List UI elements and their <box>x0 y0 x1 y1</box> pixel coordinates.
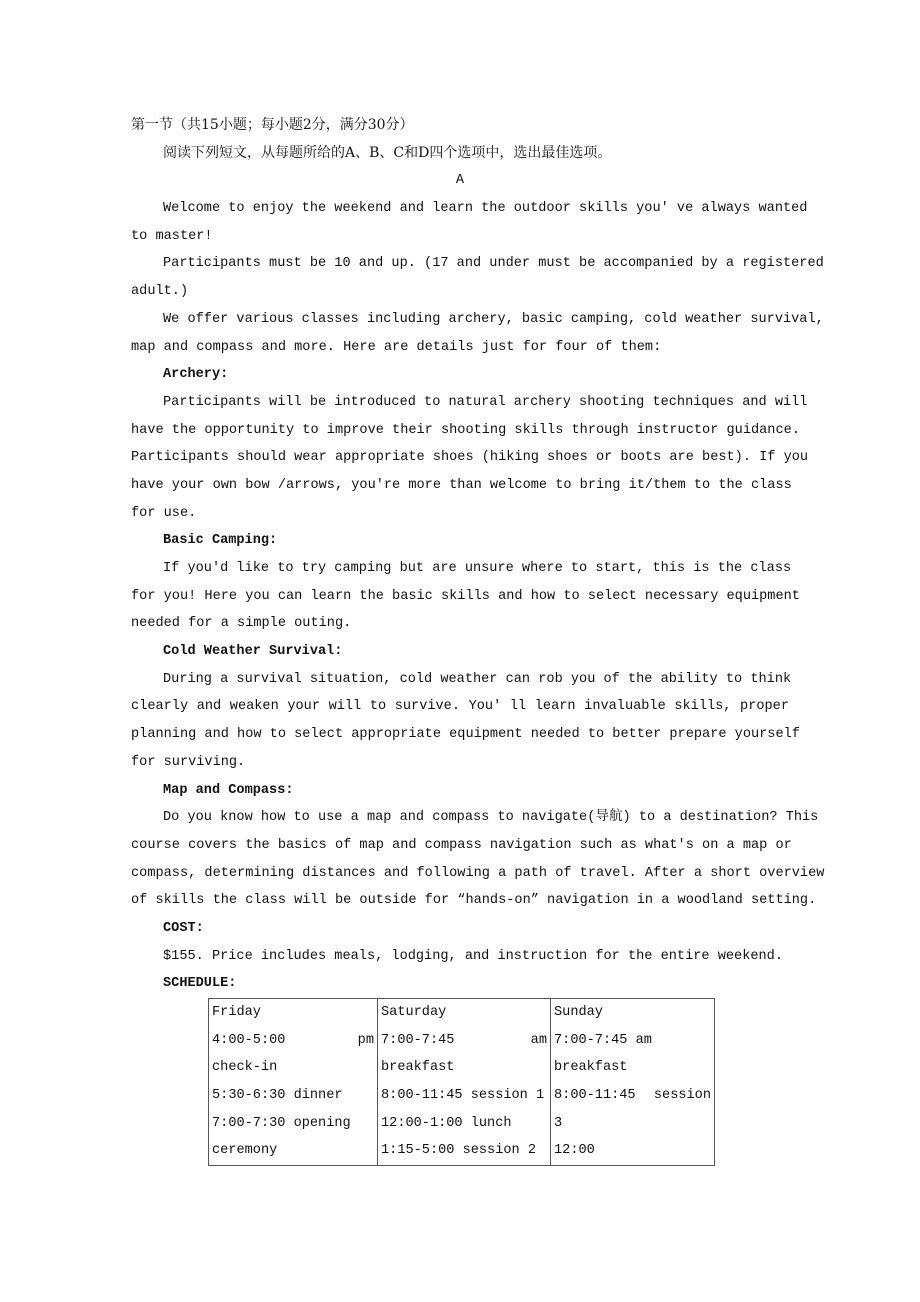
schedule-entry: 8:00-11:45 session <box>554 1088 711 1104</box>
paragraph-line: During a survival situation, cold weather can rob you of the ability to think <box>163 671 792 687</box>
schedule-entry: 7:00-7:30 opening <box>212 1115 351 1131</box>
paragraph-line: If you'd like to try camping but are unsure where to start, this is the class <box>163 561 792 576</box>
day-label: Saturday <box>381 1005 447 1020</box>
schedule-entry: ceremony <box>212 1143 278 1159</box>
paragraph-line: Do you know how to use a map and compass to navigate(导航) to a destination? This <box>163 810 819 826</box>
schedule-entry: 12:00 <box>554 1143 595 1159</box>
schedule-cell-sunday <box>551 999 715 1166</box>
paragraph-line: $155. Price includes meals, lodging, and instruction for the entire weekend. <box>163 948 783 964</box>
paragraph-line: clearly and weaken your will to survive. You' ll learn invaluable skills, proper <box>131 699 789 715</box>
paragraph-line: have the opportunity to improve their shooting skills through instructor guidance. <box>131 422 800 438</box>
schedule-entry: 4:00-5:00 pm <box>212 1032 374 1048</box>
instruction: 阅读下列短文，从每题所给的A、B、C和D四个选项中，选出最佳选项。 <box>163 144 612 161</box>
paragraph-line: course covers the basics of map and compass navigation such as what's on a map or <box>131 837 792 853</box>
paragraph-line: compass, determining distances and following a path of travel. After a short overview <box>131 865 825 881</box>
section-heading: Map and Compass: <box>163 782 294 798</box>
paragraph-line: needed for a simple outing. <box>131 616 352 632</box>
section-title: 第一节（共15小题；每小题2分，满分30分） <box>131 117 414 133</box>
paragraph-line: to master! <box>131 228 213 244</box>
paragraph-line: We offer various classes including archery, basic camping, cold weather survival, <box>163 311 824 327</box>
paragraph-line: adult.) <box>131 284 189 300</box>
schedule-table <box>208 998 715 1166</box>
schedule-entry: 7:00-7:45 am <box>554 1032 652 1048</box>
paragraph-line: Participants must be 10 and up. (17 and under must be accompanied by a registered <box>163 256 824 272</box>
passage-body <box>131 195 825 998</box>
day-label: Sunday <box>554 1005 603 1020</box>
paragraph-line: Participants should wear appropriate shoes (hiking shoes or boots are best). If you <box>131 450 809 466</box>
schedule-entry: breakfast <box>381 1060 455 1076</box>
schedule-row <box>209 999 715 1166</box>
section-heading: Basic Camping: <box>163 533 278 549</box>
section-heading: Archery: <box>163 367 229 383</box>
schedule-entry: 1:15-5:00 session 2 <box>381 1143 536 1159</box>
paragraph-line: map and compass and more. Here are details just for four of them: <box>131 339 662 355</box>
schedule-entry: 12:00-1:00 lunch <box>381 1115 512 1131</box>
paragraph-line: for use. <box>131 505 197 521</box>
paragraph-line: have your own bow /arrows, you're more than welcome to bring it/them to the class <box>131 477 792 493</box>
schedule-cell-saturday <box>378 999 551 1166</box>
paragraph-line: planning and how to select appropriate equipment needed to better prepare yourself <box>131 727 800 743</box>
paragraph-line: for you! Here you can learn the basic skills and how to select necessary equipment <box>131 588 800 604</box>
schedule-entry: breakfast <box>554 1060 628 1076</box>
paragraph-line: Participants will be introduced to natural archery shooting techniques and will <box>163 394 808 410</box>
section-heading: SCHEDULE: <box>163 976 237 992</box>
paragraph-line: Welcome to enjoy the weekend and learn the outdoor skills you' ve always wanted <box>163 201 808 217</box>
paragraph-line: for surviving. <box>131 754 246 770</box>
passage <box>131 112 825 998</box>
schedule-entry: check-in <box>212 1060 278 1076</box>
schedule-entry: 7:00-7:45 am <box>381 1032 547 1048</box>
section-heading: COST: <box>163 920 204 936</box>
schedule-entry: 8:00-11:45 session 1 <box>381 1088 545 1104</box>
day-label: Friday <box>212 1005 261 1020</box>
schedule-entry: 3 <box>554 1115 563 1131</box>
schedule-entry: 5:30-6:30 dinner <box>212 1088 343 1104</box>
section-heading: Cold Weather Survival: <box>163 644 343 660</box>
paragraph-line: of skills the class will be outside for “hands-on” navigation in a woodland setting. <box>131 893 817 909</box>
passage-letter: A <box>455 173 465 189</box>
schedule-cell-friday <box>209 999 378 1166</box>
